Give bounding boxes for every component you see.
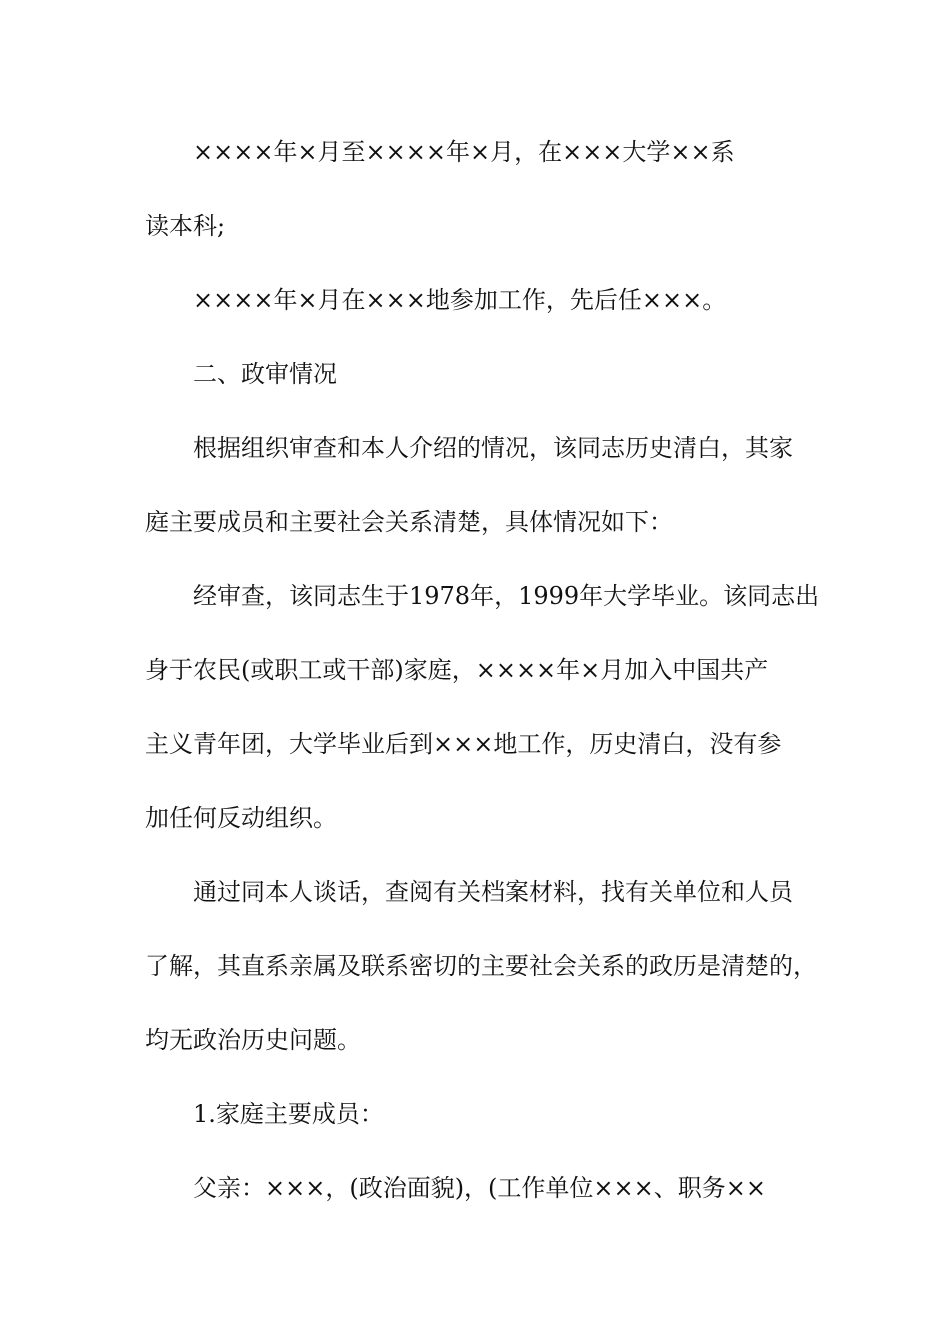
paragraph-review-details-line-4: 加任何反动组织。: [145, 804, 337, 832]
paragraph-review-details-line-1: 经审查，该同志生于1978年，1999年大学毕业。该同志出: [193, 582, 820, 610]
paragraph-review-summary-line-2: 庭主要成员和主要社会关系清楚，具体情况如下：: [145, 508, 673, 536]
family-member-father-line: 父亲：×××，(政治面貌)，(工作单位×××、职务××: [193, 1174, 766, 1202]
subheading-family-members: 1.家庭主要成员：: [193, 1100, 384, 1128]
paragraph-investigation-line-3: 均无政治历史问题。: [145, 1026, 361, 1054]
paragraph-work-start: ××××年×月在×××地参加工作，先后任×××。: [193, 286, 727, 314]
paragraph-review-details-line-3: 主义青年团，大学毕业后到×××地工作，历史清白，没有参: [145, 730, 782, 758]
section-heading-political-review: 二、政审情况: [193, 360, 337, 388]
paragraph-review-summary-line-1: 根据组织审查和本人介绍的情况，该同志历史清白，其家: [193, 434, 793, 462]
paragraph-review-details-line-2: 身于农民(或职工或干部)家庭，××××年×月加入中国共产: [145, 656, 769, 684]
paragraph-investigation-line-1: 通过同本人谈话，查阅有关档案材料，找有关单位和人员: [193, 878, 793, 906]
paragraph-education-line-2: 读本科;: [145, 212, 226, 240]
paragraph-education-line-1: ××××年×月至××××年×月，在×××大学××系: [193, 138, 735, 166]
paragraph-investigation-line-2: 了解，其直系亲属及联系密切的主要社会关系的政历是清楚的，: [145, 952, 817, 980]
